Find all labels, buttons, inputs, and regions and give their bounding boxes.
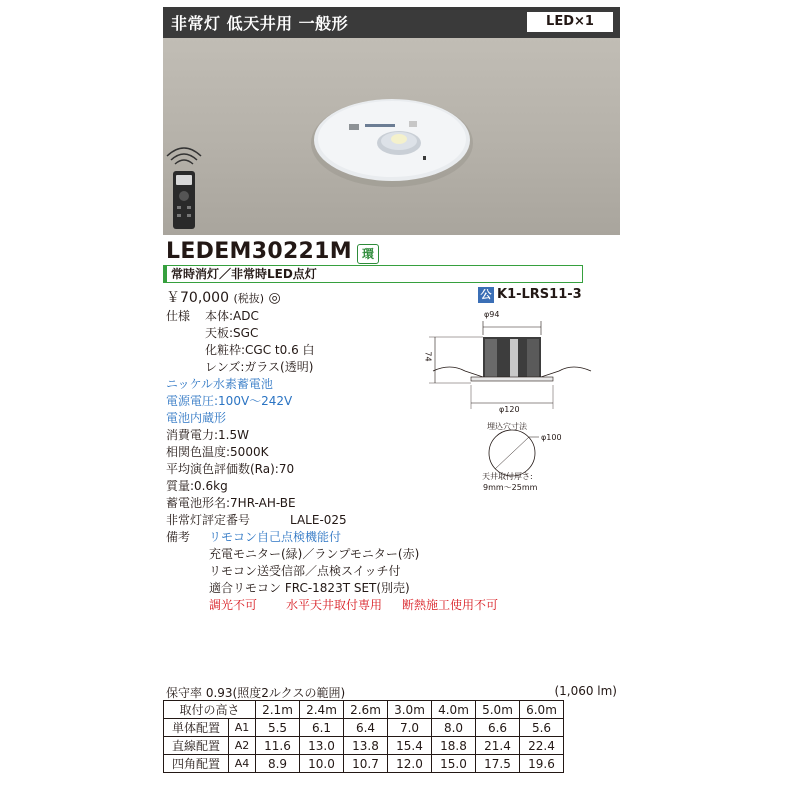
dim-top-width: φ94 bbox=[484, 310, 500, 319]
led-count-label: LED×1 bbox=[546, 14, 594, 29]
table-cell: 11.6 bbox=[256, 737, 300, 755]
certification-code: K1-LRS11-3 bbox=[497, 287, 582, 302]
price bbox=[166, 287, 281, 307]
product-photo-illustration bbox=[163, 38, 620, 235]
spec-cct: 相関色温度:5000K bbox=[166, 445, 269, 459]
spec-label: 仕様 bbox=[166, 309, 191, 323]
table-cell: 10.0 bbox=[300, 755, 344, 773]
spec-cert-label: 非常灯評定番号 bbox=[166, 513, 251, 527]
spec-top: 天板:SGC bbox=[205, 326, 259, 340]
table-header-label: 取付の高さ bbox=[164, 701, 256, 719]
table-cell: 5.6 bbox=[520, 719, 564, 737]
row-label: 直線配置 bbox=[164, 737, 229, 755]
dim-bottom-width: φ120 bbox=[499, 405, 520, 414]
cutout-label: 埋込穴寸法 bbox=[487, 422, 527, 431]
table-cell: 5.5 bbox=[256, 719, 300, 737]
table-cell: 17.5 bbox=[476, 755, 520, 773]
table-cell: 6.4 bbox=[344, 719, 388, 737]
spec-lens: レンズ:ガラス(透明) bbox=[205, 360, 314, 374]
notes-label: 備考 bbox=[166, 530, 191, 544]
table-cell: 15.4 bbox=[388, 737, 432, 755]
header-height: 6.0m bbox=[520, 701, 564, 719]
spec-battery-model: 蓄電池形名:7HR-AH-BE bbox=[166, 496, 296, 510]
price-mark: ◎ bbox=[268, 290, 281, 306]
spec-voltage: 電源電圧:100V〜242V bbox=[166, 394, 293, 408]
lumen-output: (1,060 lm) bbox=[554, 684, 617, 698]
table-cell: 13.0 bbox=[300, 737, 344, 755]
spec-cri: 平均演色評価数(Ra):70 bbox=[166, 462, 295, 476]
table-cell: 15.0 bbox=[432, 755, 476, 773]
function-bar bbox=[163, 265, 583, 283]
table-row bbox=[164, 719, 564, 737]
row-symbol: A2 bbox=[229, 737, 256, 755]
model-number: LEDEM30221M bbox=[166, 239, 352, 264]
note-remote-receiver: リモコン送受信部／点検スイッチ付 bbox=[209, 564, 401, 578]
row-symbol: A1 bbox=[229, 719, 256, 737]
table-cell: 19.6 bbox=[520, 755, 564, 773]
spec-battery: ニッケル水素蓄電池 bbox=[166, 377, 273, 391]
note-remote-selftest: リモコン自己点検機能付 bbox=[209, 530, 342, 544]
ceiling-thickness-range: 9mm〜25mm bbox=[483, 483, 538, 492]
header-height: 2.4m bbox=[300, 701, 344, 719]
spec-body: 本体:ADC bbox=[205, 309, 259, 323]
row-symbol: A4 bbox=[229, 755, 256, 773]
row-label: 四角配置 bbox=[164, 755, 229, 773]
table-row bbox=[164, 755, 564, 773]
warning-no-insulation: 断熱施工使用不可 bbox=[402, 598, 499, 612]
table-cell: 18.8 bbox=[432, 737, 476, 755]
table-row bbox=[164, 737, 564, 755]
note-compatible-remote: 適合リモコン FRC-1823T SET(別売) bbox=[209, 581, 410, 595]
product-photo bbox=[163, 38, 620, 235]
page-title: 非常灯 低天井用 一般形 bbox=[171, 14, 349, 33]
warning-horizontal-only: 水平天井取付専用 bbox=[286, 598, 383, 612]
price-value: ￥70,000 bbox=[166, 290, 229, 306]
illuminance-table bbox=[163, 700, 564, 773]
spec-mass: 質量:0.6kg bbox=[166, 479, 228, 493]
spec-power: 消費電力:1.5W bbox=[166, 428, 249, 442]
note-monitor: 充電モニター(緑)／ランプモニター(赤) bbox=[209, 547, 420, 561]
maintenance-caption: 保守率 0.93(照度2ルクスの範囲) bbox=[166, 686, 346, 700]
header-bar bbox=[163, 7, 620, 38]
spec-cert-number: LALE-025 bbox=[290, 513, 347, 527]
row-label: 単体配置 bbox=[164, 719, 229, 737]
certification-icon: 公 bbox=[478, 287, 494, 303]
price-note: (税抜) bbox=[233, 292, 265, 305]
warning-no-dimming: 調光不可 bbox=[209, 598, 258, 612]
header-height: 5.0m bbox=[476, 701, 520, 719]
table-cell: 8.0 bbox=[432, 719, 476, 737]
table-cell: 10.7 bbox=[344, 755, 388, 773]
ceiling-thickness-label: 天井取付厚さ: bbox=[482, 472, 533, 481]
table-cell: 12.0 bbox=[388, 755, 432, 773]
dim-height: 74 bbox=[423, 351, 433, 362]
table-cell: 7.0 bbox=[388, 719, 432, 737]
header-height: 2.1m bbox=[256, 701, 300, 719]
table-cell: 22.4 bbox=[520, 737, 564, 755]
header-height: 4.0m bbox=[432, 701, 476, 719]
header-height: 2.6m bbox=[344, 701, 388, 719]
table-cell: 13.8 bbox=[344, 737, 388, 755]
table-cell: 8.9 bbox=[256, 755, 300, 773]
table-cell: 6.6 bbox=[476, 719, 520, 737]
function-label: 常時消灯／非常時LED点灯 bbox=[171, 267, 317, 281]
cutout-diameter: φ100 bbox=[541, 433, 562, 442]
spec-builtin: 電池内蔵形 bbox=[166, 411, 227, 425]
eco-mark-icon: 環 bbox=[357, 244, 379, 264]
led-count-badge bbox=[526, 11, 614, 33]
table-header-row bbox=[164, 701, 564, 719]
table-cell: 21.4 bbox=[476, 737, 520, 755]
table-cell: 6.1 bbox=[300, 719, 344, 737]
spec-frame: 化粧枠:CGC t0.6 白 bbox=[205, 343, 315, 357]
header-height: 3.0m bbox=[388, 701, 432, 719]
